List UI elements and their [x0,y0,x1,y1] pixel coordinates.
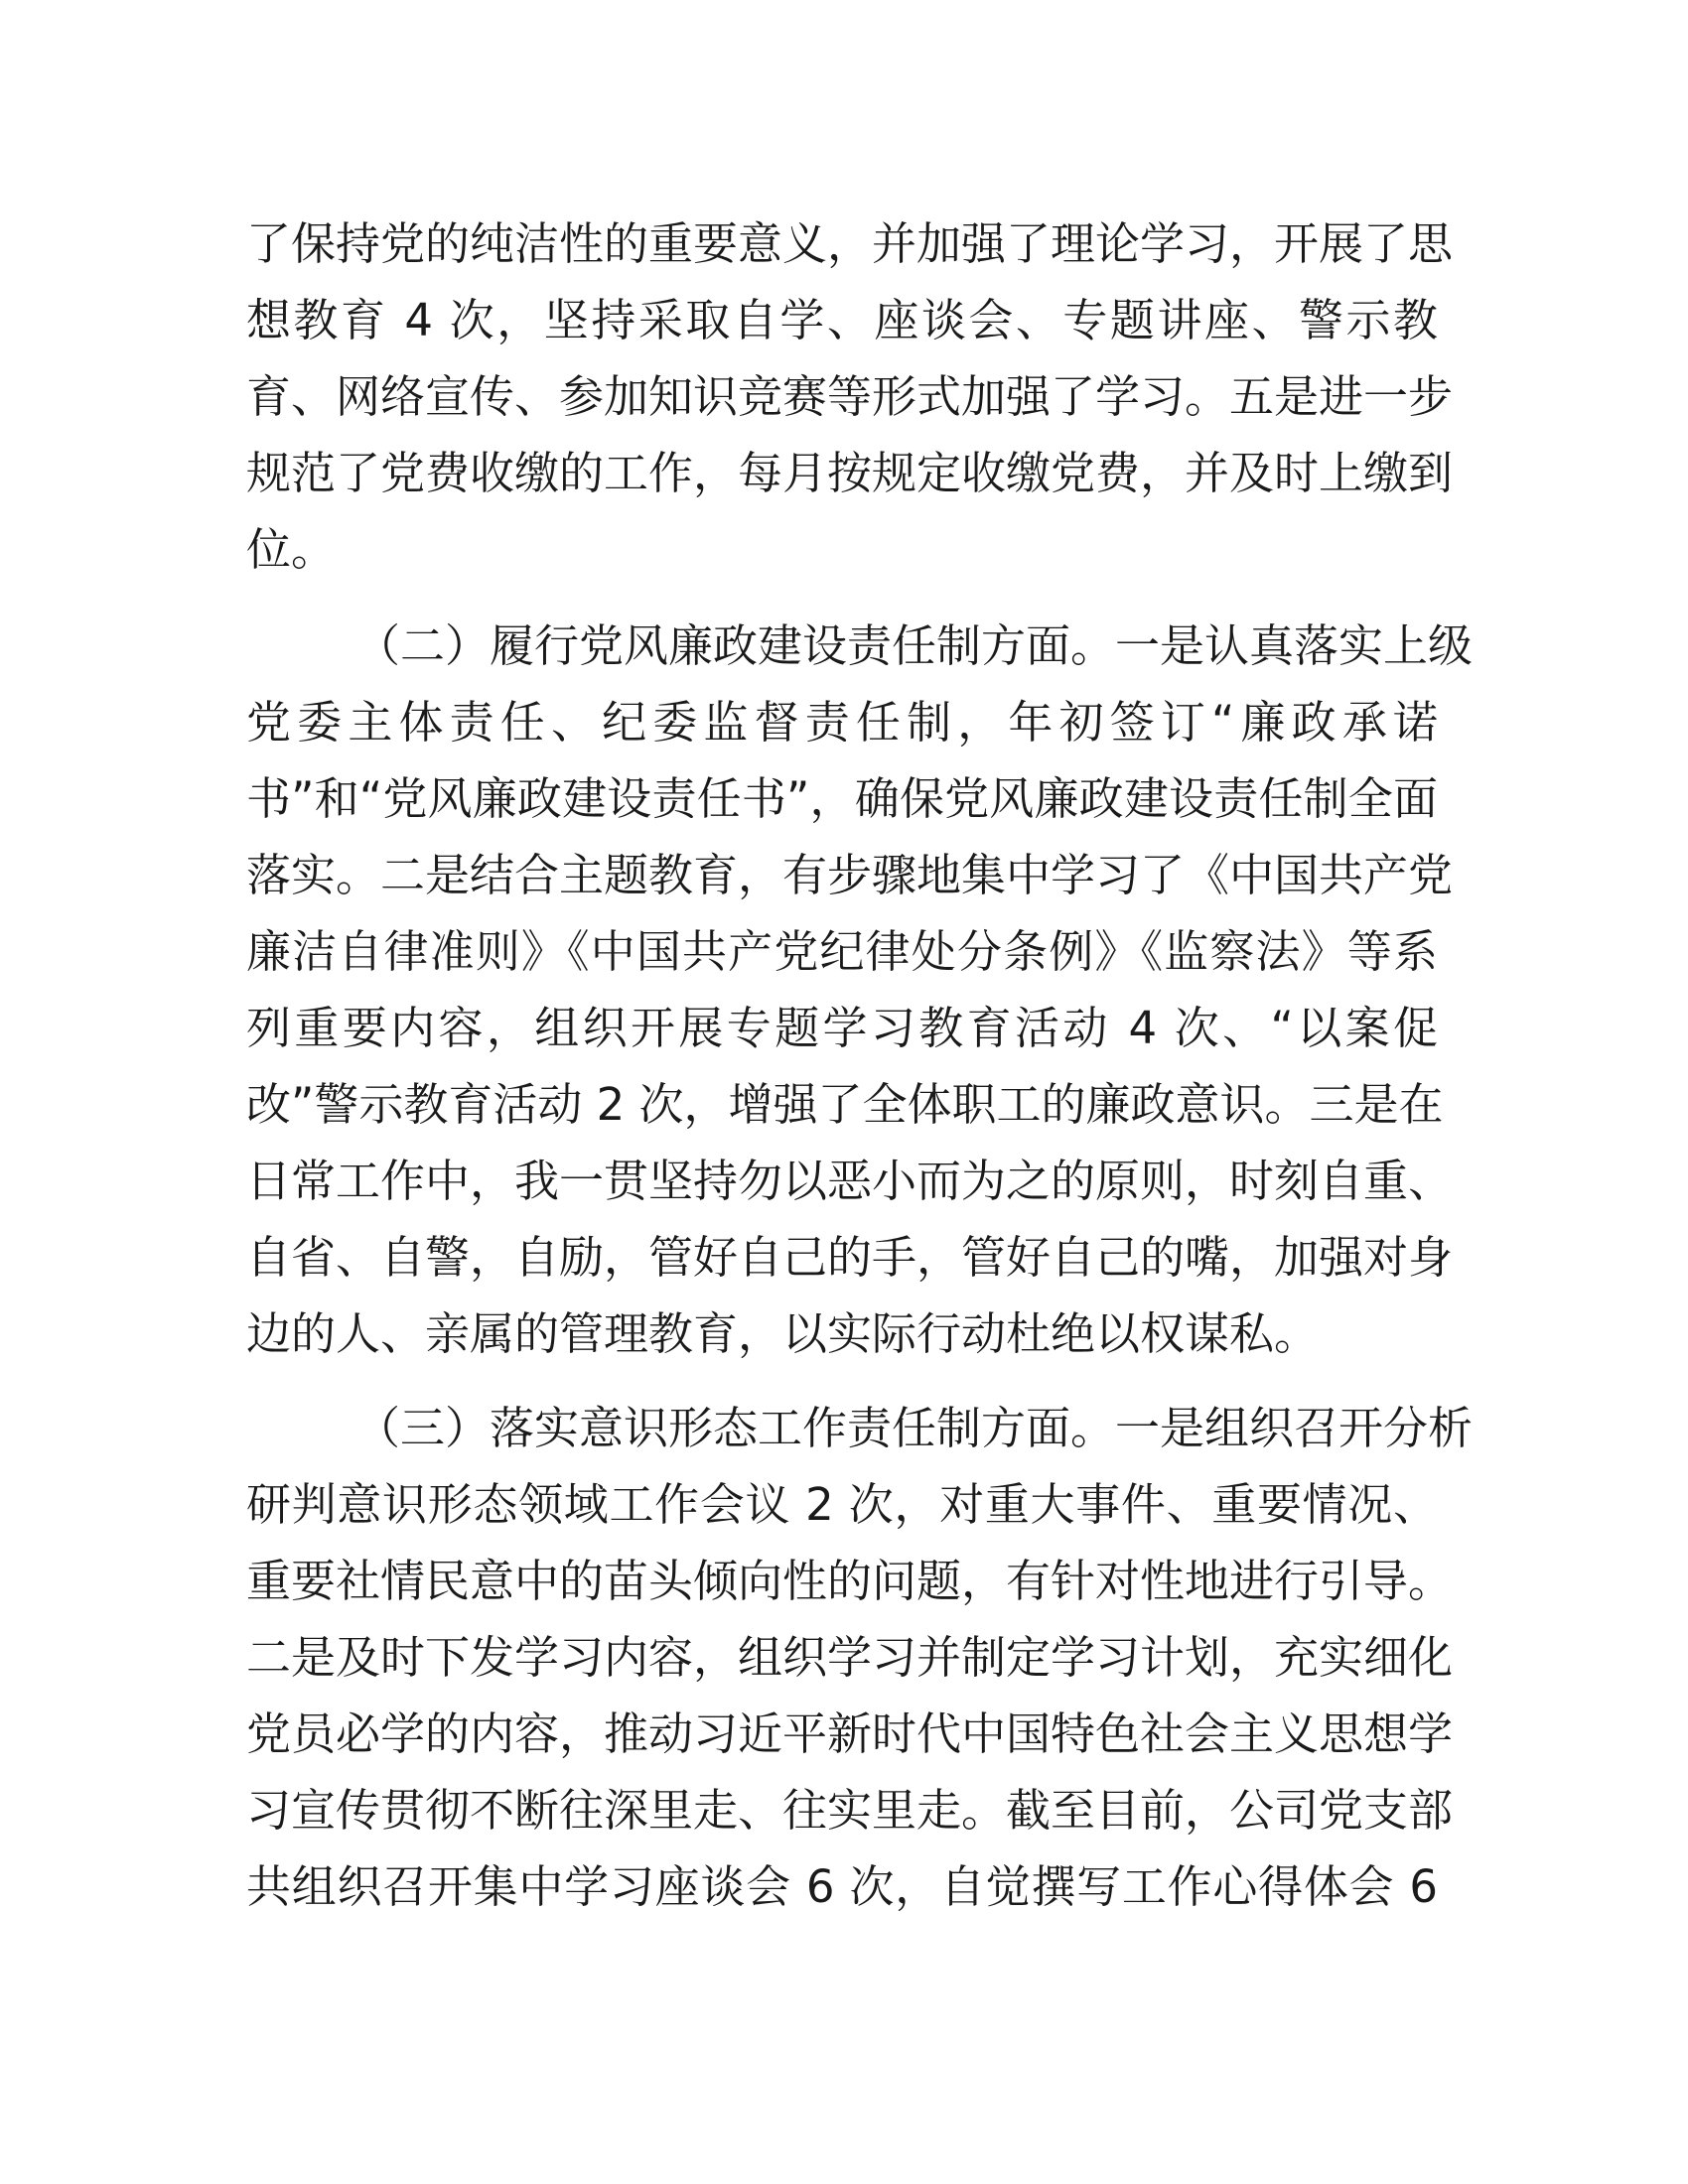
paragraph-line: 党员必学的内容，推动习近平新时代中国特色社会主义思想学 [246,1707,1454,1760]
paragraph-line: 自省、自警，自励，管好自己的手，管好自己的嘴，加强对身 [246,1231,1454,1284]
paragraph-line: 列重要内容，组织开展专题学习教育活动 4 次、“以案促 [246,1002,1438,1054]
paragraph-line: 党委主体责任、纪委监督责任制，年初签订“廉政承诺 [246,696,1438,749]
paragraph-first-line: （三）落实意识形态工作责任制方面。一是组织召开分析 [355,1402,1474,1454]
paragraph-first-line: （二）履行党风廉政建设责任制方面。一是认真落实上级 [355,619,1474,672]
paragraph-line: 日常工作中，我一贯坚持勿以恶小而为之的原则，时刻自重、 [246,1155,1454,1207]
paragraph-line: 二是及时下发学习内容，组织学习并制定学习计划，充实细化 [246,1631,1454,1684]
paragraph-1 [246,205,1454,588]
paragraph-line: 边的人、亲属的管理教育，以实际行动杜绝以权谋私。 [246,1307,1320,1360]
paragraph-line: 育、网络宣传、参加知识竞赛等形式加强了学习。五是进一步 [246,370,1454,423]
paragraph-line: 习宣传贯彻不断往深里走、往实里走。截至目前，公司党支部 [246,1784,1454,1837]
paragraph-line: 廉洁自律准则》《中国共产党纪律处分条例》《监察法》等系 [246,925,1438,978]
paragraph-line: 位。 [246,523,337,576]
paragraph-line: 共组织召开集中学习座谈会 6 次，自觉撰写工作心得体会 6 [246,1860,1438,1913]
paragraph-line: 改”警示教育活动 2 次，增强了全体职工的廉政意识。三是在 [246,1078,1444,1131]
paragraph-line: 落实。二是结合主题教育，有步骤地集中学习了《中国共产党 [246,849,1454,901]
paragraph-2 [246,608,1474,1372]
paragraph-line: 想教育 4 次，坚持采取自学、座谈会、专题讲座、警示教 [246,294,1438,346]
paragraph-line: 重要社情民意中的苗头倾向性的问题，有针对性地进行引导。 [246,1555,1454,1607]
paragraph-line: 规范了党费收缴的工作，每月按规定收缴党费，并及时上缴到 [246,447,1454,499]
paragraph-3 [246,1390,1474,1925]
paragraph-line: 了保持党的纯洁性的重要意义，并加强了理论学习，开展了思 [246,217,1454,270]
paragraph-line: 研判意识形态领域工作会议 2 次，对重大事件、重要情况、 [246,1478,1438,1531]
paragraph-line: 书”和“党风廉政建设责任书”，确保党风廉政建设责任制全面 [246,772,1438,825]
